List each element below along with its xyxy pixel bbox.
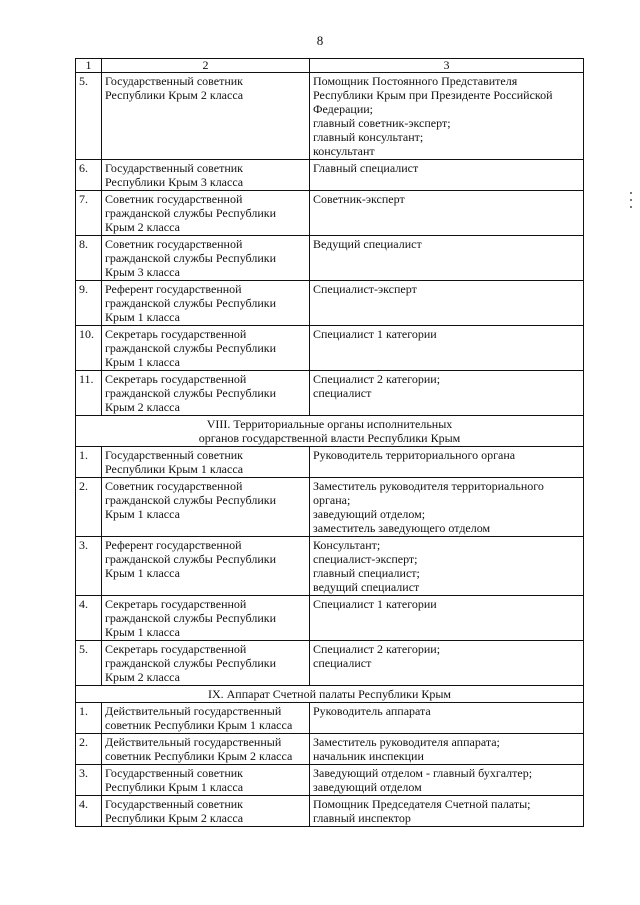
row-number: 5. — [76, 73, 102, 160]
positions-cell: Специалист 1 категории — [310, 596, 584, 641]
positions-cell: Заведующий отделом - главный бухгалтер; заведующий отделом — [310, 765, 584, 796]
positions-cell: Заместитель руководителя территориального органа; заведующий отделом; заместитель заведующего отделом — [310, 478, 584, 537]
positions-cell: Советник-эксперт — [310, 191, 584, 236]
class-rank-cell: Государственный советник Республики Крым 2 класса — [102, 73, 310, 160]
table-row — [76, 73, 584, 160]
header-col-1: 1 — [76, 59, 102, 73]
section-title: VIII. Территориальные органы исполнительных органов государственной власти Республики Крым — [76, 416, 584, 447]
row-number: 1. — [76, 447, 102, 478]
table-row — [76, 641, 584, 686]
table-row — [76, 191, 584, 236]
class-rank-cell: Советник государственной гражданской службы Республики Крым 2 класса — [102, 191, 310, 236]
table-row — [76, 326, 584, 371]
positions-cell: Руководитель аппарата — [310, 703, 584, 734]
positions-cell: Специалист 1 категории — [310, 326, 584, 371]
class-rank-cell: Референт государственной гражданской службы Республики Крым 1 класса — [102, 281, 310, 326]
grades-table — [75, 58, 584, 827]
section-title: IX. Аппарат Счетной палаты Республики Крым — [76, 686, 584, 703]
header-row — [76, 59, 584, 73]
positions-cell: Специалист 2 категории; специалист — [310, 371, 584, 416]
positions-cell: Помощник Постоянного Представителя Республики Крым при Президенте Российской Федерации; главный советник-эксперт; главный консультант; консультант — [310, 73, 584, 160]
table-row — [76, 596, 584, 641]
positions-cell: Специалист-эксперт — [310, 281, 584, 326]
positions-cell: Главный специалист — [310, 160, 584, 191]
positions-cell: Заместитель руководителя аппарата; начальник инспекции — [310, 734, 584, 765]
class-rank-cell: Секретарь государственной гражданской службы Республики Крым 2 класса — [102, 641, 310, 686]
table-row — [76, 447, 584, 478]
table-row — [76, 478, 584, 537]
row-number: 8. — [76, 236, 102, 281]
table-row — [76, 371, 584, 416]
row-number: 2. — [76, 478, 102, 537]
row-number: 1. — [76, 703, 102, 734]
class-rank-cell: Советник государственной гражданской службы Республики Крым 1 класса — [102, 478, 310, 537]
table-row — [76, 703, 584, 734]
class-rank-cell: Референт государственной гражданской службы Республики Крым 1 класса — [102, 537, 310, 596]
section-header-row — [76, 416, 584, 447]
class-rank-cell: Действительный государственный советник Республики Крым 2 класса — [102, 734, 310, 765]
positions-cell: Руководитель территориального органа — [310, 447, 584, 478]
row-number: 9. — [76, 281, 102, 326]
row-number: 6. — [76, 160, 102, 191]
row-number: 4. — [76, 796, 102, 827]
table-row — [76, 160, 584, 191]
class-rank-cell: Государственный советник Республики Крым 1 класса — [102, 765, 310, 796]
class-rank-cell: Секретарь государственной гражданской службы Республики Крым 1 класса — [102, 326, 310, 371]
row-number: 4. — [76, 596, 102, 641]
positions-cell: Специалист 2 категории; специалист — [310, 641, 584, 686]
table-body — [76, 59, 584, 827]
class-rank-cell: Государственный советник Республики Крым 3 класса — [102, 160, 310, 191]
margin-mark — [630, 192, 633, 220]
table-row — [76, 537, 584, 596]
row-number: 3. — [76, 537, 102, 596]
row-number: 2. — [76, 734, 102, 765]
table-row — [76, 281, 584, 326]
section-header-row — [76, 686, 584, 703]
row-number: 3. — [76, 765, 102, 796]
row-number: 11. — [76, 371, 102, 416]
class-rank-cell: Государственный советник Республики Крым 2 класса — [102, 796, 310, 827]
row-number: 5. — [76, 641, 102, 686]
table-row — [76, 765, 584, 796]
header-col-2: 2 — [102, 59, 310, 73]
table-row — [76, 796, 584, 827]
table-row — [76, 734, 584, 765]
class-rank-cell: Секретарь государственной гражданской службы Республики Крым 1 класса — [102, 596, 310, 641]
positions-cell: Помощник Председателя Счетной палаты; главный инспектор — [310, 796, 584, 827]
page-number: 8 — [316, 33, 324, 48]
class-rank-cell: Советник государственной гражданской службы Республики Крым 3 класса — [102, 236, 310, 281]
positions-cell: Ведущий специалист — [310, 236, 584, 281]
class-rank-cell: Действительный государственный советник Республики Крым 1 класса — [102, 703, 310, 734]
row-number: 10. — [76, 326, 102, 371]
class-rank-cell: Государственный советник Республики Крым 1 класса — [102, 447, 310, 478]
positions-cell: Консультант; специалист-эксперт; главный специалист; ведущий специалист — [310, 537, 584, 596]
table-row — [76, 236, 584, 281]
class-rank-cell: Секретарь государственной гражданской службы Республики Крым 2 класса — [102, 371, 310, 416]
header-col-3: 3 — [310, 59, 584, 73]
row-number: 7. — [76, 191, 102, 236]
